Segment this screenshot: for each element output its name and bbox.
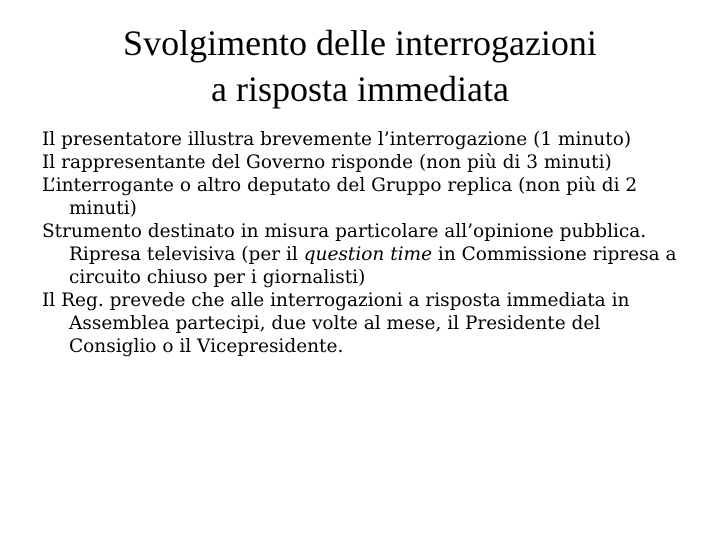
bullet-item-government: Il rappresentante del Governo risponde (non più di 3 minuti) (42, 152, 612, 173)
question-time-term: question time (303, 244, 433, 265)
bullet-list (42, 128, 692, 358)
bullet-text-before: Strumento destinato in misura particolare all’opinione pubblica. Ripresa televisiva (per il (42, 221, 647, 265)
bullet-item-regulation: Il Reg. prevede che alle interrogazioni a risposta immediata in Assemblea partecipi, due volte al mese, il Presidente del Consiglio o il Vicepresidente. (42, 290, 630, 357)
slide-title-line-2: a risposta immediata (211, 69, 509, 109)
slide-title-line-1: Svolgimento delle interrogazioni (123, 23, 597, 63)
bullet-text-after: in Commissione ripresa a circuito chiuso per i giornalisti) (69, 244, 677, 288)
bullet-item-replica: L’interrogante o altro deputato del Gruppo replica (non più di 2 minuti) (42, 175, 638, 219)
slide-title (40, 20, 680, 112)
bullet-item-public-opinion (42, 220, 692, 289)
bullet-item-presenter: Il presentatore illustra brevemente l’interrogazione (1 minuto) (42, 129, 632, 150)
